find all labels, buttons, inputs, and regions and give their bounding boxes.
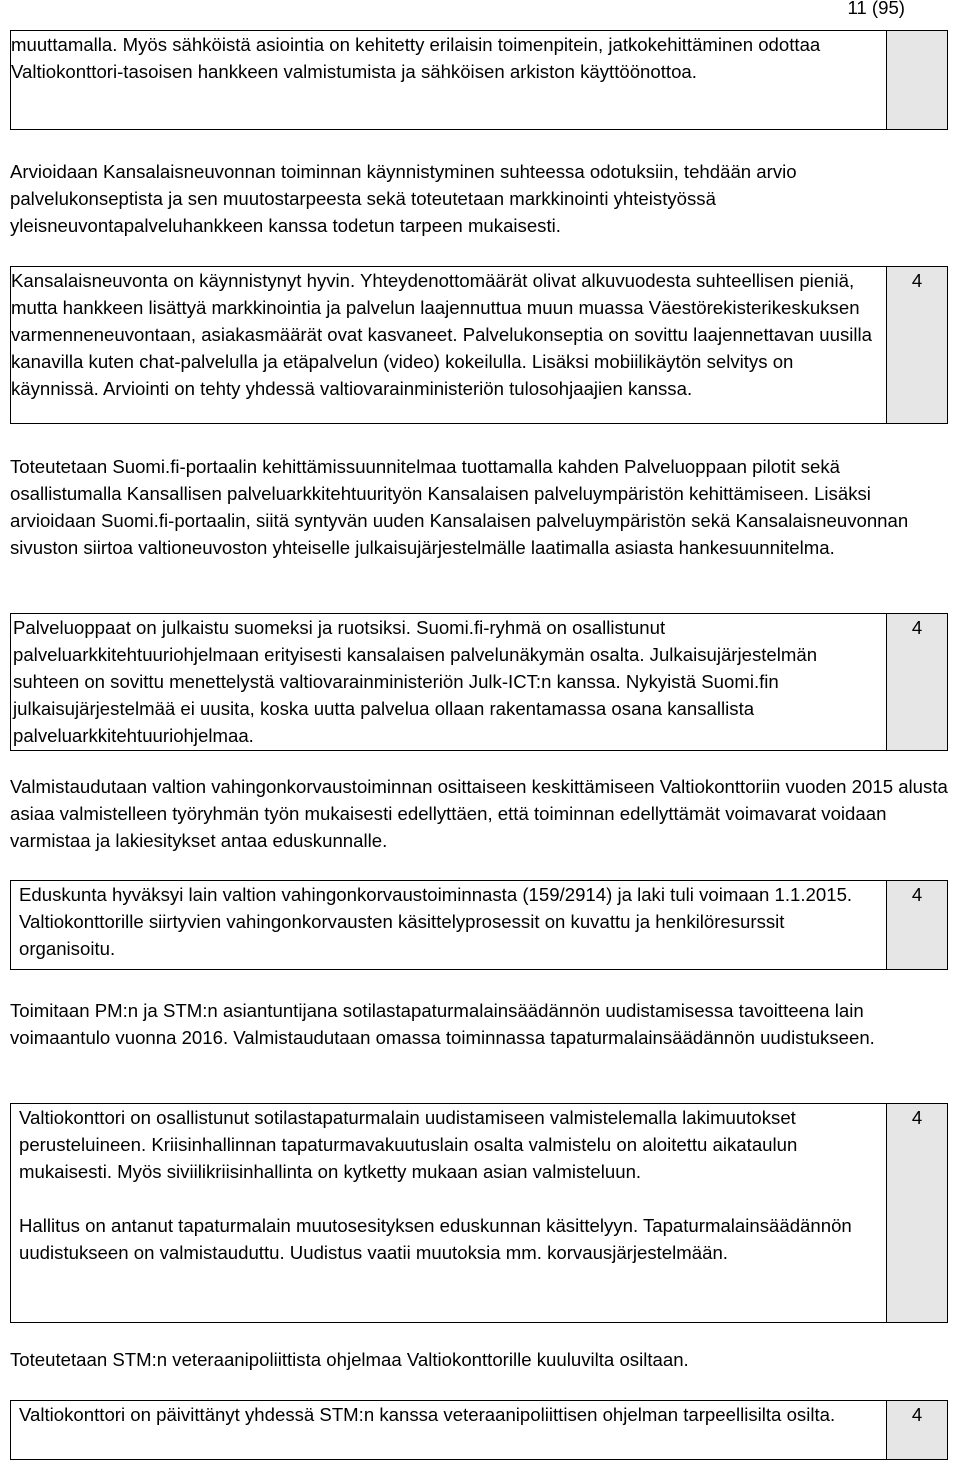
assessment-text: muuttamalla. Myös sähköistä asiointia on kehitetty erilaisin toimenpitein, jatkokehittäminen odottaa Valtiokonttori-tasoisen hankkeen valmistumista ja sähköisen arkiston käyttöönottoa. <box>11 31 887 129</box>
assessment-text: Eduskunta hyväksyi lain valtion vahingonkorvaustoiminnasta (159/2914) ja laki tuli voimaan 1.1.2015. Valtiokonttorille siirtyvien vahingonkorvausten käsittelyprosessit on kuvattu ja henkilöresurssit organisoitu. <box>11 881 887 969</box>
goal-paragraph: Toteutetaan Suomi.fi-portaalin kehittämissuunnitelmaa tuottamalla kahden Palveluoppaan pilotit sekä osallistumalla Kansallisen palveluarkkitehtuurityön Kansalaisen palveluympäristön kehittämiseen. Lisäksi arvioidaan Suomi.fi-portaalin, siitä syntyvän uuden Kansalaisen palveluympäristön sekä Kansalaisneuvonnan sivuston siirtoa valtioneuvoston yhteiselle julkaisujärjestelmälle laatimalla asiasta hankesuunnitelma. <box>10 456 909 558</box>
assessment-box <box>10 266 948 424</box>
assessment-text: Palveluoppaat on julkaistu suomeksi ja ruotsiksi. Suomi.fi-ryhmä on osallistunut palveluarkkitehtuuriohjelmaan erityisesti kansalaisen palvelunäkymän osalta. Julkaisujärjestelmän suhteen on sovittu menettelystä valtiovarainministeriön Julk-ICT:n kanssa. Nykyistä Suomi.fin julkaisujärjestelmää ei uusita, koska uutta palvelua ollaan rakentamassa osana kansallista palveluarkkitehtuuriohjelmaa. <box>11 614 887 750</box>
assessment-text: Kansalaisneuvonta on käynnistynyt hyvin. Yhteydenottomäärät olivat alkuvuodesta suhteellisen pieniä, mutta hankkeen lisättyä markkinointia ja palvelun laajennuttua muun muassa Väestörekisterikeskuksen varmenneneuvontaan, asiakasmäärät ovat kasvaneet. Palvelukonseptia on sovittu laajennettavan uusilla kanavilla kuten chat-palvelulla ja etäpalvelun (video) kokeilulla. Lisäksi mobiilikäytön selvitys on käynnissä. Arviointi on tehty yhdessä valtiovarainministeriön tulosohjaajien kanssa. <box>11 267 887 423</box>
goal-paragraph: Toteutetaan STM:n veteraanipoliittista ohjelmaa Valtiokonttorille kuuluvilta osiltaan. <box>10 1349 689 1370</box>
assessment-text: Valtiokonttori on päivittänyt yhdessä STM:n kanssa veteraanipoliittisen ohjelman tarpeellisilta osilta. <box>11 1401 887 1459</box>
assessment-score <box>887 31 947 129</box>
assessment-text <box>11 1104 887 1322</box>
goal-paragraph: Toimitaan PM:n ja STM:n asiantuntijana sotilastapaturmalainsäädännön uudistamisessa tavoitteena lain voimaantulo vuonna 2016. Valmistaudutaan omassa toiminnassa tapaturmalainsäädännön uudistukseen. <box>10 1000 875 1048</box>
assessment-box <box>10 613 948 751</box>
assessment-score: 4 <box>887 614 947 750</box>
assessment-box <box>10 1400 948 1460</box>
assessment-score: 4 <box>887 881 947 969</box>
goal-paragraph: Arvioidaan Kansalaisneuvonnan toiminnan käynnistyminen suhteessa odotuksiin, tehdään arvio palvelukonseptista ja sen muutostarpeesta sekä toteutetaan markkinointi yhteistyössä yleisneuvontapalveluhankkeen kanssa todetun tarpeen mukaisesti. <box>10 161 797 236</box>
assessment-box <box>10 1103 948 1323</box>
assessment-score: 4 <box>887 1104 947 1322</box>
assessment-score: 4 <box>887 1401 947 1459</box>
page-number: 11 (95) <box>847 0 905 18</box>
assessment-text-part: Hallitus on antanut tapaturmalain muutosesityksen eduskunnan käsittelyyn. Tapaturmalainsäädännön uudistukseen on valmistauduttu. Uudistus vaatii muutoksia mm. korvausjärjestelmään. <box>19 1215 852 1263</box>
assessment-box <box>10 880 948 970</box>
assessment-box <box>10 30 948 130</box>
goal-paragraph: Valmistaudutaan valtion vahingonkorvaustoiminnan osittaiseen keskittämiseen Valtiokonttoriin vuoden 2015 alusta asiaa valmistelleen työryhmän työn mukaisesti edellyttäen, että toiminnan edellyttämät voimavarat voidaan varmistaa ja lakiesitykset antaa eduskunnalle. <box>10 776 948 851</box>
assessment-text-part: Valtiokonttori on osallistunut sotilastapaturmalain uudistamiseen valmistelemalla lakimuutokset perusteluineen. Kriisinhallinnan tapaturmavakuutuslain osalta valmistelu on aloitettu aikataulun mukaisesti. Myös siviilikriisinhallinta on kytketty mukaan asian valmisteluun. <box>19 1107 798 1182</box>
assessment-score: 4 <box>887 267 947 423</box>
